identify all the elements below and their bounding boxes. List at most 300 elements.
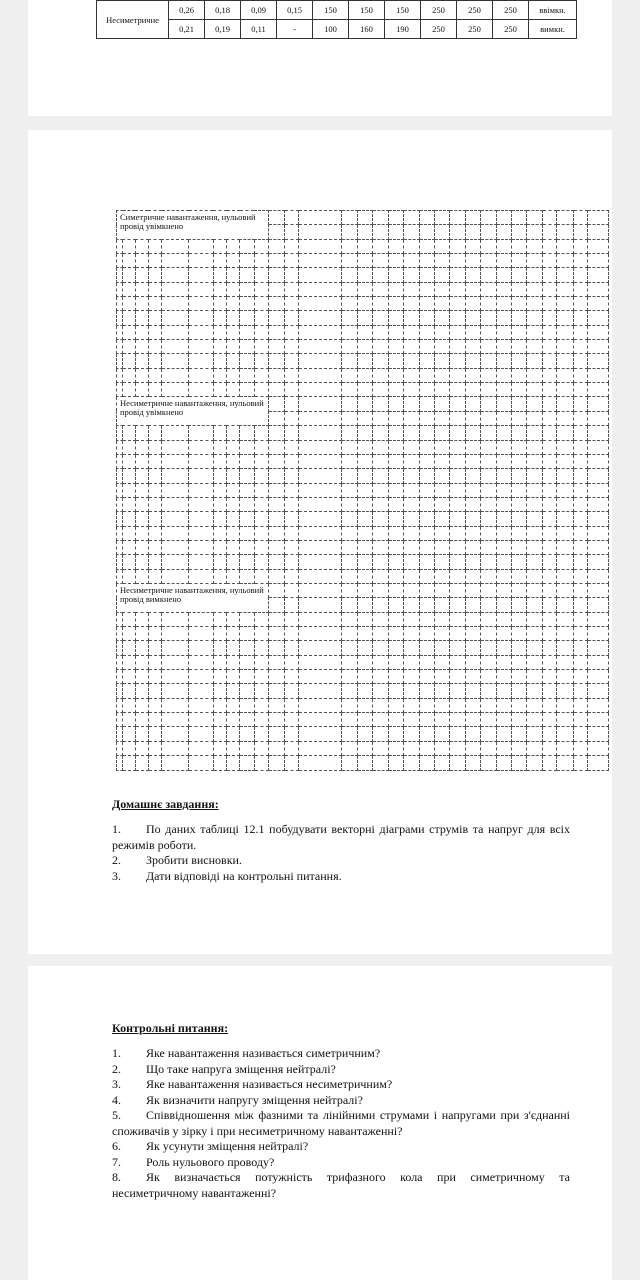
grid-cell <box>496 684 511 698</box>
table-cell: ввімкн. <box>529 1 577 20</box>
grid-cell <box>573 698 587 712</box>
grid-cell <box>284 211 298 225</box>
grid-cell <box>481 655 496 669</box>
grid-cell <box>434 655 449 669</box>
grid-cell <box>588 756 609 771</box>
grid-cell <box>284 526 298 540</box>
grid-cell <box>269 397 284 411</box>
grid-cell <box>512 311 527 325</box>
table-cell: 250 <box>457 20 493 39</box>
grid-row <box>117 641 609 655</box>
list-item <box>112 1093 570 1109</box>
grid-cell <box>496 727 511 741</box>
list-item-text: По даних таблиці 12.1 побудувати векторні діаграми струмів та напруг для всіх режимів роботи. <box>112 822 570 852</box>
grid-cell <box>269 526 284 540</box>
grid-cell <box>388 268 403 282</box>
grid-cell <box>162 670 189 684</box>
grid-cell <box>254 670 269 684</box>
grid-cell <box>388 440 403 454</box>
grid-cell <box>419 727 434 741</box>
grid-cell <box>342 268 357 282</box>
grid-cell <box>573 469 587 483</box>
table-cell: 250 <box>493 20 529 39</box>
grid-cell <box>450 383 465 397</box>
grid-cell <box>227 368 240 382</box>
grid-cell <box>542 426 556 440</box>
grid-cell <box>404 713 419 727</box>
grid-cell <box>284 454 298 468</box>
grid-cell <box>240 440 254 454</box>
grid-cell <box>419 497 434 511</box>
grid-cell <box>496 440 511 454</box>
grid-cell <box>434 670 449 684</box>
grid-cell <box>357 225 372 239</box>
grid-cell <box>527 526 542 540</box>
grid-cell <box>189 512 214 526</box>
grid-cell <box>588 297 609 311</box>
grid-cell <box>481 282 496 296</box>
grid-cell <box>284 325 298 339</box>
grid-cell <box>588 670 609 684</box>
grid-cell <box>450 598 465 612</box>
grid-cell <box>373 497 388 511</box>
grid-cell <box>148 254 161 268</box>
grid-cell <box>373 540 388 554</box>
grid-cell <box>573 684 587 698</box>
grid-cell <box>481 211 496 225</box>
grid-row <box>117 526 609 540</box>
grid-cell <box>404 741 419 755</box>
grid-cell <box>588 641 609 655</box>
grid-cell <box>388 368 403 382</box>
grid-cell <box>189 483 214 497</box>
grid-cell <box>299 254 342 268</box>
grid-cell <box>496 583 511 597</box>
grid-cell <box>496 526 511 540</box>
list-item-text: Яке навантаження називається симетричним? <box>146 1046 381 1060</box>
grid-cell <box>162 340 189 354</box>
grid-cell <box>373 698 388 712</box>
grid-cell <box>588 655 609 669</box>
grid-cell <box>481 225 496 239</box>
grid-cell <box>542 411 556 425</box>
grid-cell <box>254 741 269 755</box>
grid-row <box>117 727 609 741</box>
grid-cell <box>404 426 419 440</box>
grid-cell <box>450 713 465 727</box>
grid-cell <box>240 698 254 712</box>
grid-cell <box>162 469 189 483</box>
grid-cell <box>481 411 496 425</box>
grid-cell <box>123 612 135 626</box>
grid-cell <box>481 713 496 727</box>
grid-cell <box>299 325 342 339</box>
grid-cell <box>213 684 226 698</box>
grid-cell <box>135 354 148 368</box>
grid-cell <box>588 612 609 626</box>
grid-cell <box>213 727 226 741</box>
grid-cell <box>269 297 284 311</box>
grid-cell <box>557 756 573 771</box>
grid-cell <box>189 297 214 311</box>
grid-cell <box>357 555 372 569</box>
grid-row <box>117 340 609 354</box>
grid-cell <box>373 756 388 771</box>
grid-cell <box>404 727 419 741</box>
grid-cell <box>284 540 298 554</box>
grid-cell <box>465 340 480 354</box>
grid-cell <box>254 268 269 282</box>
grid-cell <box>299 268 342 282</box>
grid-cell <box>573 756 587 771</box>
grid-cell <box>269 741 284 755</box>
page-1 <box>28 0 612 116</box>
grid-cell <box>148 368 161 382</box>
grid-cell <box>269 254 284 268</box>
grid-cell <box>404 397 419 411</box>
grid-cell <box>527 440 542 454</box>
grid-cell <box>512 440 527 454</box>
grid-cell <box>213 268 226 282</box>
table-cell: 250 <box>421 20 457 39</box>
list-item <box>112 853 570 869</box>
grid-cell <box>557 670 573 684</box>
grid-cell <box>512 469 527 483</box>
grid-cell <box>357 612 372 626</box>
grid-cell <box>357 569 372 583</box>
grid-cell <box>284 268 298 282</box>
page-2 <box>28 130 612 954</box>
grid-cell <box>573 641 587 655</box>
grid-cell <box>465 569 480 583</box>
grid-cell <box>254 612 269 626</box>
grid-cell <box>419 526 434 540</box>
grid-cell <box>213 325 226 339</box>
grid-cell <box>148 282 161 296</box>
grid-cell <box>284 684 298 698</box>
grid-cell <box>135 540 148 554</box>
grid-cell <box>213 569 226 583</box>
grid-cell <box>135 555 148 569</box>
grid-cell <box>557 440 573 454</box>
grid-cell <box>162 756 189 771</box>
list-item-text: Як визначити напругу зміщення нейтралі? <box>146 1092 363 1107</box>
list-item-text: Що таке напруга зміщення нейтралі? <box>146 1061 336 1076</box>
grid-cell <box>388 426 403 440</box>
grid-cell <box>481 254 496 268</box>
grid-cell <box>254 469 269 483</box>
grid-cell <box>269 411 284 425</box>
grid-row <box>117 454 609 468</box>
grid-row <box>117 756 609 771</box>
grid-cell <box>284 626 298 640</box>
grid-cell <box>284 354 298 368</box>
grid-cell <box>419 454 434 468</box>
grid-cell <box>135 311 148 325</box>
grid-cell <box>299 626 342 640</box>
grid-cell <box>357 698 372 712</box>
table-row <box>97 20 577 39</box>
table-cell: 0,19 <box>205 20 241 39</box>
grid-cell <box>148 512 161 526</box>
grid-cell <box>213 282 226 296</box>
grid-cell <box>557 526 573 540</box>
grid-cell <box>227 626 240 640</box>
grid-cell <box>481 397 496 411</box>
grid-cell <box>240 713 254 727</box>
grid-cell <box>148 239 161 253</box>
grid-cell <box>254 282 269 296</box>
grid-cell <box>189 354 214 368</box>
grid-cell <box>573 598 587 612</box>
grid-cell <box>588 368 609 382</box>
grid-cell <box>388 469 403 483</box>
grid-cell <box>299 340 342 354</box>
grid-cell <box>269 440 284 454</box>
table-cell: 160 <box>349 20 385 39</box>
grid-cell <box>512 555 527 569</box>
table-cell: 150 <box>385 1 421 20</box>
table-cell: 0,26 <box>169 1 205 20</box>
grid-cell <box>299 684 342 698</box>
grid-cell <box>450 311 465 325</box>
grid-cell <box>388 626 403 640</box>
grid-cell <box>573 426 587 440</box>
grid-cell <box>240 297 254 311</box>
grid-cell <box>254 483 269 497</box>
grid-cell <box>434 612 449 626</box>
grid-cell <box>419 297 434 311</box>
grid-cell <box>404 268 419 282</box>
grid-cell <box>588 469 609 483</box>
grid-cell <box>342 555 357 569</box>
grid-cell <box>588 254 609 268</box>
grid-cell <box>573 411 587 425</box>
grid-cell <box>342 727 357 741</box>
grid-cell <box>557 698 573 712</box>
grid-cell <box>373 713 388 727</box>
grid-cell <box>357 311 372 325</box>
grid-cell <box>357 540 372 554</box>
grid-cell <box>123 555 135 569</box>
grid-cell <box>512 268 527 282</box>
grid-cell <box>269 655 284 669</box>
grid-cell <box>299 713 342 727</box>
grid-cell <box>213 540 226 554</box>
grid-cell <box>227 713 240 727</box>
grid-cell <box>465 483 480 497</box>
grid-cell <box>299 540 342 554</box>
grid-cell <box>481 598 496 612</box>
grid-cell <box>240 426 254 440</box>
grid-cell <box>162 555 189 569</box>
grid-cell <box>512 282 527 296</box>
grid-row <box>117 512 609 526</box>
grid-cell <box>162 325 189 339</box>
list-item <box>112 1139 570 1155</box>
grid-cell <box>240 526 254 540</box>
grid-cell <box>284 483 298 497</box>
grid-cell <box>254 297 269 311</box>
table-cell: - <box>277 20 313 39</box>
grid-cell <box>450 225 465 239</box>
grid-cell <box>342 583 357 597</box>
grid-cell <box>284 383 298 397</box>
grid-cell <box>342 684 357 698</box>
grid-cell <box>254 655 269 669</box>
grid-cell <box>357 254 372 268</box>
grid-cell <box>465 469 480 483</box>
grid-cell <box>162 626 189 640</box>
grid-cell <box>542 254 556 268</box>
grid-cell <box>357 426 372 440</box>
grid-cell <box>404 641 419 655</box>
grid-cell <box>450 254 465 268</box>
grid-cell <box>496 741 511 755</box>
grid-cell <box>434 411 449 425</box>
grid-cell <box>299 741 342 755</box>
grid-cell <box>342 698 357 712</box>
grid-cell <box>373 641 388 655</box>
grid-cell <box>213 626 226 640</box>
grid-cell <box>284 713 298 727</box>
grid-cell <box>465 626 480 640</box>
grid-cell <box>357 325 372 339</box>
grid-cell <box>557 713 573 727</box>
grid-cell <box>162 684 189 698</box>
grid-cell <box>254 727 269 741</box>
table-cell: 0,15 <box>277 1 313 20</box>
grid-cell <box>240 569 254 583</box>
grid-cell <box>240 325 254 339</box>
grid-cell <box>240 641 254 655</box>
grid-cell <box>419 612 434 626</box>
grid-cell <box>542 368 556 382</box>
grid-cell <box>419 684 434 698</box>
grid-cell <box>299 641 342 655</box>
table-cell: 190 <box>385 20 421 39</box>
grid-cell <box>123 268 135 282</box>
grid-cell <box>542 526 556 540</box>
grid-cell <box>357 239 372 253</box>
list-item-text: Співвідношення між фазними та лінійними струмами і напругами при з'єднанні споживачів у зірку і при несиметричному навантаженні? <box>112 1108 570 1138</box>
grid-cell <box>388 741 403 755</box>
grid-row <box>117 297 609 311</box>
grid-cell <box>213 497 226 511</box>
grid-cell <box>527 713 542 727</box>
grid-cell <box>240 497 254 511</box>
grid-cell <box>419 569 434 583</box>
grid-cell <box>465 211 480 225</box>
grid-cell <box>299 440 342 454</box>
grid-cell <box>573 368 587 382</box>
grid-cell <box>496 225 511 239</box>
grid-cell <box>527 340 542 354</box>
grid-cell <box>481 626 496 640</box>
grid-cell <box>419 311 434 325</box>
grid-cell <box>527 497 542 511</box>
grid-cell <box>527 225 542 239</box>
grid-cell <box>573 282 587 296</box>
grid-cell <box>357 469 372 483</box>
grid-cell <box>434 282 449 296</box>
grid-cell <box>299 211 342 225</box>
grid-cell <box>496 555 511 569</box>
grid-cell <box>342 641 357 655</box>
row-label: Несиметричне <box>97 1 169 39</box>
grid-cell <box>213 612 226 626</box>
grid-cell <box>254 383 269 397</box>
grid-cell <box>135 512 148 526</box>
grid-cell <box>284 469 298 483</box>
grid-cell <box>588 555 609 569</box>
grid-cell <box>481 440 496 454</box>
grid-cell <box>542 655 556 669</box>
grid-cell <box>388 713 403 727</box>
grid-cell <box>450 454 465 468</box>
grid-row <box>117 540 609 554</box>
grid-cell <box>189 497 214 511</box>
grid-cell <box>123 540 135 554</box>
grid-cell <box>162 569 189 583</box>
grid-cell <box>123 684 135 698</box>
grid-cell <box>123 756 135 771</box>
grid-cell <box>388 483 403 497</box>
grid-cell <box>342 282 357 296</box>
grid-cell <box>496 598 511 612</box>
list-item-number: 8. <box>112 1170 121 1184</box>
grid-cell <box>123 655 135 669</box>
grid-cell <box>342 211 357 225</box>
grid-row <box>117 426 609 440</box>
list-item-text: Роль нульового проводу? <box>146 1154 275 1169</box>
grid-cell <box>573 254 587 268</box>
grid-cell <box>481 727 496 741</box>
grid-cell <box>342 297 357 311</box>
grid-cell <box>254 254 269 268</box>
grid-cell <box>573 454 587 468</box>
grid-cell <box>357 483 372 497</box>
grid-cell <box>481 641 496 655</box>
grid-cell <box>527 670 542 684</box>
grid-cell <box>148 440 161 454</box>
grid-cell <box>284 641 298 655</box>
grid-cell <box>342 254 357 268</box>
control-questions-list <box>112 1046 570 1201</box>
list-item-text: Яке навантаження називається несиметричним? <box>146 1077 393 1091</box>
grid-cell <box>342 655 357 669</box>
grid-cell <box>189 670 214 684</box>
grid-cell <box>573 225 587 239</box>
grid-cell <box>123 626 135 640</box>
grid-cell <box>135 713 148 727</box>
grid-cell <box>135 526 148 540</box>
grid-cell <box>465 756 480 771</box>
grid-cell <box>573 727 587 741</box>
grid-cell <box>342 626 357 640</box>
grid-cell <box>123 311 135 325</box>
grid-cell <box>148 569 161 583</box>
grid-cell <box>342 512 357 526</box>
grid-cell <box>269 497 284 511</box>
grid-cell <box>404 254 419 268</box>
grid-cell <box>588 225 609 239</box>
grid-cell <box>481 756 496 771</box>
grid-cell <box>434 397 449 411</box>
grid-cell <box>542 268 556 282</box>
grid-cell <box>557 598 573 612</box>
grid-cell <box>342 670 357 684</box>
